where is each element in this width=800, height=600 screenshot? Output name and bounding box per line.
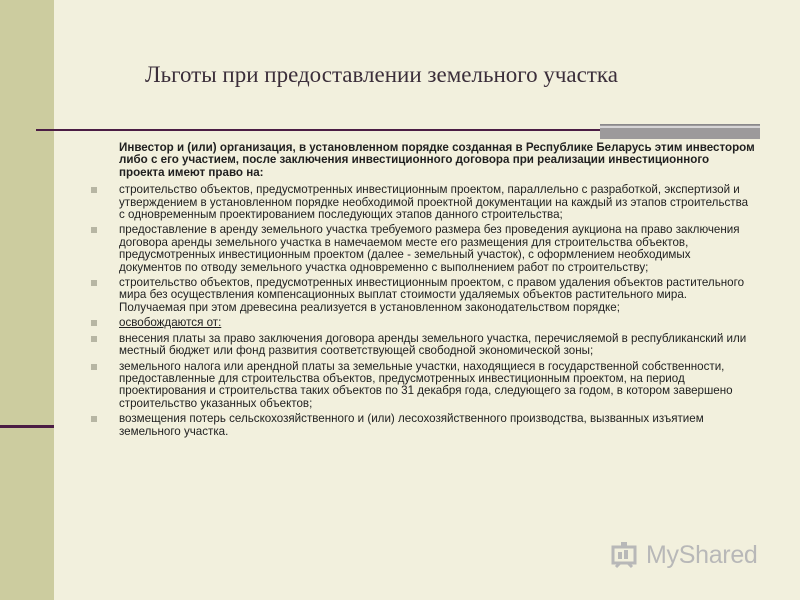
list-item	[91, 277, 755, 314]
bullet-icon	[91, 187, 97, 193]
left-sidebar-bar	[0, 0, 54, 600]
list-item	[91, 184, 755, 221]
bullet-icon	[91, 416, 97, 422]
myshared-watermark	[608, 538, 758, 572]
list-item	[91, 333, 755, 358]
slide-body	[91, 142, 755, 441]
list-item-text: предоставление в аренду земельного участка требуемого размера без проведения аукциона на право заключения договора аренды земельного участка в намечаемом месте его размещения для строительства объектов, предусмотренных инвестиционным проектом (далее - земельный участок), с оформлением необходимых документов по отводу земельного участка одновременно с выполнением работ по строительству;	[119, 223, 740, 274]
list-item	[91, 413, 755, 438]
list-item-text: освобождаются от:	[119, 316, 222, 330]
title-decor-stripe	[600, 126, 760, 128]
bullet-icon	[91, 280, 97, 286]
myshared-logo-icon	[608, 538, 642, 572]
list-item-text: строительство объектов, предусмотренных инвестиционным проектом, параллельно с разработкой, экспертизой и утверждением в установленном порядке необходимой проектной документации на каждый из этапов строительства с одновременным проектированием последующих этапов данного строительства;	[119, 183, 749, 222]
list-item-text: возмещения потерь сельскохозяйственного и (или) лесохозяйственного производства, вызванных изъятием земельного участка.	[119, 412, 704, 438]
watermark-text: MyShared	[646, 540, 758, 569]
left-accent-line	[0, 425, 54, 428]
title-divider	[36, 129, 602, 131]
list-item-text: строительство объектов, предусмотренных инвестиционным проектом, с правом удаления объектов растительного мира без осуществления компенсационных выплат стоимости удаляемых объектов растительного мира. Получаемая при этом древесина реализуется в установленном законодательством порядке;	[119, 276, 745, 314]
bullet-icon	[91, 364, 97, 370]
list-item	[91, 224, 755, 274]
benefit-list	[91, 184, 755, 438]
list-item-text: внесения платы за право заключения договора аренды земельного участка, перечисляемой в республиканский или местный бюджет или фонд развития соответствующей свободной экономической зоны;	[119, 331, 747, 358]
list-item-text: земельного налога или арендной платы за земельные участки, находящиеся в государственной собственности, предоставленные для строительства объектов, предусмотренных инвестиционным проектом, на период проектирования и строительства таких объектов по 31 декабря года, следующего за годом, в котором завершено строительство указанных объектов;	[119, 359, 733, 410]
list-item	[91, 317, 755, 329]
bullet-icon	[91, 336, 97, 342]
list-item	[91, 361, 755, 411]
intro-paragraph: Инвестор и (или) организация, в установленном порядке созданная в Республике Беларусь этим инвестором либо с его участием, после заключения инвестиционного договора при реализации инвестиционного проекта имеют право на:	[119, 141, 755, 179]
slide-title: Льготы при предоставлении земельного участка	[145, 62, 618, 87]
bullet-icon	[91, 227, 97, 233]
bullet-icon	[91, 320, 97, 326]
